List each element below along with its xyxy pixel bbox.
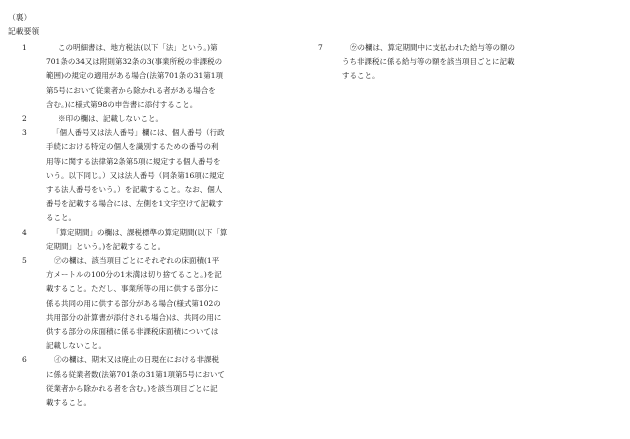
item-number: 1: [22, 43, 27, 52]
item-line: 載すること。ただし、事業所等の用に供する部分に: [46, 284, 219, 294]
instructions-right-column: [318, 41, 538, 84]
item-number: 6: [22, 355, 27, 365]
item-line: ㋒の欄は、算定期間中に支払われた給与等の額の: [350, 43, 515, 52]
item-line: 載すること。: [46, 398, 91, 408]
item-line: 定期間」という。)を記載すること。: [46, 241, 166, 251]
instruction-item-4: [22, 226, 272, 254]
item-line: この明細書は、地方税法(以下「法」という。)第: [58, 43, 218, 52]
item-line: ※印の欄は、記載しないこと。: [58, 114, 163, 124]
item-line: すること。: [342, 71, 380, 81]
item-line: 含む。)に様式第98の申告書に添付すること。: [46, 99, 198, 109]
item-line: する法人番号をいう。）を記載すること。なお、個人: [46, 185, 223, 195]
item-number: 5: [22, 256, 27, 266]
item-line: に係る従業者数(法第701条の31第1項第5号において: [46, 369, 225, 379]
item-line: ㋑の欄は、期末又は廃止の日現在における非課税: [54, 355, 219, 365]
instruction-item-5: [22, 254, 272, 353]
item-line: いう。以下同じ。）又は法人番号（同条第16項に規定: [46, 170, 225, 180]
page-side-label: （裏）: [8, 13, 32, 22]
item-number: 3: [22, 128, 27, 138]
item-number: 2: [22, 114, 27, 124]
item-number: 4: [22, 227, 27, 237]
item-line: 共用部分の計算書が添付される場合)は、共同の用に: [46, 312, 222, 322]
item-line: 手続における特定の個人を識別するための番号の利: [46, 142, 219, 152]
item-line: 第5号において従業者から除かれる者がある場合を: [46, 85, 216, 95]
item-line: 範囲)の規定の適用がある場合(法第701条の31第1項: [46, 71, 223, 81]
instruction-item-6: [22, 353, 272, 410]
item-line: うち非課税に係る給与等の額を該当項目ごとに記載: [342, 57, 515, 67]
item-number: 7: [318, 43, 323, 52]
item-line: 従業者から除かれる者を含む。)を該当項目ごとに記: [46, 383, 218, 393]
item-line: 番号を記載する場合には、左側を1文字空けて記載す: [46, 199, 224, 209]
item-line: ること。: [46, 213, 76, 223]
item-line: 「算定期間」の欄は、課税標準の算定期間(以下「算: [52, 227, 228, 237]
instruction-item-2: [22, 112, 272, 126]
instruction-item-7: [318, 41, 538, 84]
item-line: 701条の34又は附則第32条の3(事業所税の非課税の: [46, 57, 223, 67]
item-line: 係る共同の用に供する部分がある場合(様式第102の: [46, 298, 221, 308]
item-line: 記載しないこと。: [46, 341, 106, 351]
instructions-left-column: [22, 41, 272, 410]
item-line: 供する部分の床面積に係る非課税床面積については: [46, 327, 219, 337]
item-line: 用等に関する法律第2条第5項に規定する個人番号を: [46, 156, 221, 166]
section-heading: 記載要領: [8, 27, 40, 36]
instruction-item-1: [22, 41, 272, 112]
item-line: ㋐の欄は、該当項目ごとにそれぞれの床面積(1平: [54, 256, 220, 266]
item-line: 「個人番号又は法人番号」欄には、個人番号（行政: [52, 128, 225, 138]
item-line: 方メートルの100分の1未満は切り捨てること。)を記: [46, 270, 222, 280]
instruction-item-3: [22, 126, 272, 225]
